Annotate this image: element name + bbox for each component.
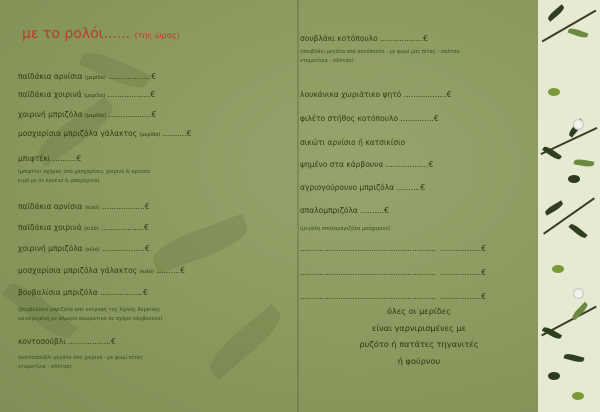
item-note: (βουβαλίσια μπριζόλα από εκτροφή της λίμνης Κερκίνης μαγειρεμένη με αλμυρό αρωματικό σε σχάρα κάρβουνου) xyxy=(18,307,163,322)
menu-item: παϊδάκια χοιρινά (μερίδα) ..................€ xyxy=(18,90,156,99)
binder-hole xyxy=(573,119,584,130)
olive xyxy=(568,175,580,183)
menu-item: χοιρινή μπριζόλα (κιλό) ..................€ xyxy=(18,244,150,253)
leaf xyxy=(568,222,587,239)
menu-item: ψημένο στα κάρβουνα ..................€ xyxy=(300,160,434,169)
blank-row: ......................................................... .................€ xyxy=(300,292,486,301)
menu-item: σπαλομπριζόλα ..........€ xyxy=(300,206,389,215)
leaf xyxy=(564,353,585,364)
menu-item: μοσχαρίσια μπριζόλα γάλακτος (κιλό) ..........€ xyxy=(18,266,185,275)
item-note: (σουβλάκι μεγάλο από κοτόπουλο - με ψωμί μας πίτας - σάλτσα ντοματίνια - σάλτσα) xyxy=(300,49,460,64)
olive xyxy=(572,392,584,400)
section-title: με το ρολόι...... (της ώρας) xyxy=(22,26,180,42)
menu-item: χοιρινή μπριζόλα (μερίδα) ..................€ xyxy=(18,110,157,119)
leaf xyxy=(544,200,564,215)
menu-item: κοντοσούβλι ..................€ xyxy=(18,337,116,346)
menu-item: μοσχαρίσια μπριζόλα γάλακτος (μερίδα) ..........€ xyxy=(18,129,192,138)
menu-item: σουβλάκι κοτόπουλο ..................€ xyxy=(300,34,428,43)
item-note: (μπιφτέκι σχάρας από μοσχαρίσιο, χοιρινό & αρνίσιο κιμά με σε κανένα & μπαχαρικά) xyxy=(18,169,151,184)
blank-row: ......................................................... .................€ xyxy=(300,244,486,253)
menu-item: παϊδάκια αρνίσια (κιλό) ..................€ xyxy=(18,202,150,211)
menu-item: λουκάνικα χωριάτικο ψητό ..................€ xyxy=(300,90,452,99)
menu-item: μπιφτέκι ..........€ xyxy=(18,154,82,163)
menu-item: παϊδάκια χοιρινά (κιλό) ..................€ xyxy=(18,223,149,232)
leaf xyxy=(568,27,589,39)
olive-branch-strip xyxy=(538,0,600,412)
olive xyxy=(552,265,564,273)
item-note: (κοντοσούβλι μεγάλο από χοιρινό - με ψωμί πίτας ντοματίνια - σάλτσα) xyxy=(18,355,143,370)
blank-row: ......................................................... .................€ xyxy=(300,268,486,277)
garnish-note: όλες οι μερίδες είναι γαρνιρισμένες με ρυζότο ή πατάτες τηγανιτές ή φούρνου xyxy=(359,306,479,366)
bg-leaf xyxy=(203,304,287,380)
olive xyxy=(548,372,560,380)
leaf xyxy=(546,4,565,21)
menu-item: αγριογούρουνο μπριζόλα ..........€ xyxy=(300,183,426,192)
olive xyxy=(548,88,560,96)
menu-item: σικώτι αρνίσιο ή κατσικίσιο xyxy=(300,138,406,147)
page-fold xyxy=(297,0,299,412)
leaf xyxy=(574,158,595,167)
menu-item: παϊδάκια αρνίσια (μερίδα) ..................€ xyxy=(18,72,156,81)
menu-item: φιλέτο στήθος κοτόπουλο ..............€ xyxy=(300,114,439,123)
branch xyxy=(543,197,595,234)
bg-leaf xyxy=(79,46,151,94)
item-note: (μεγάλη σπαλομπριζόλα μοσχαριού) xyxy=(300,226,391,232)
menu-item: βουβαλίσια μπριζόλα ..................€ xyxy=(18,288,148,297)
binder-hole xyxy=(573,288,584,299)
